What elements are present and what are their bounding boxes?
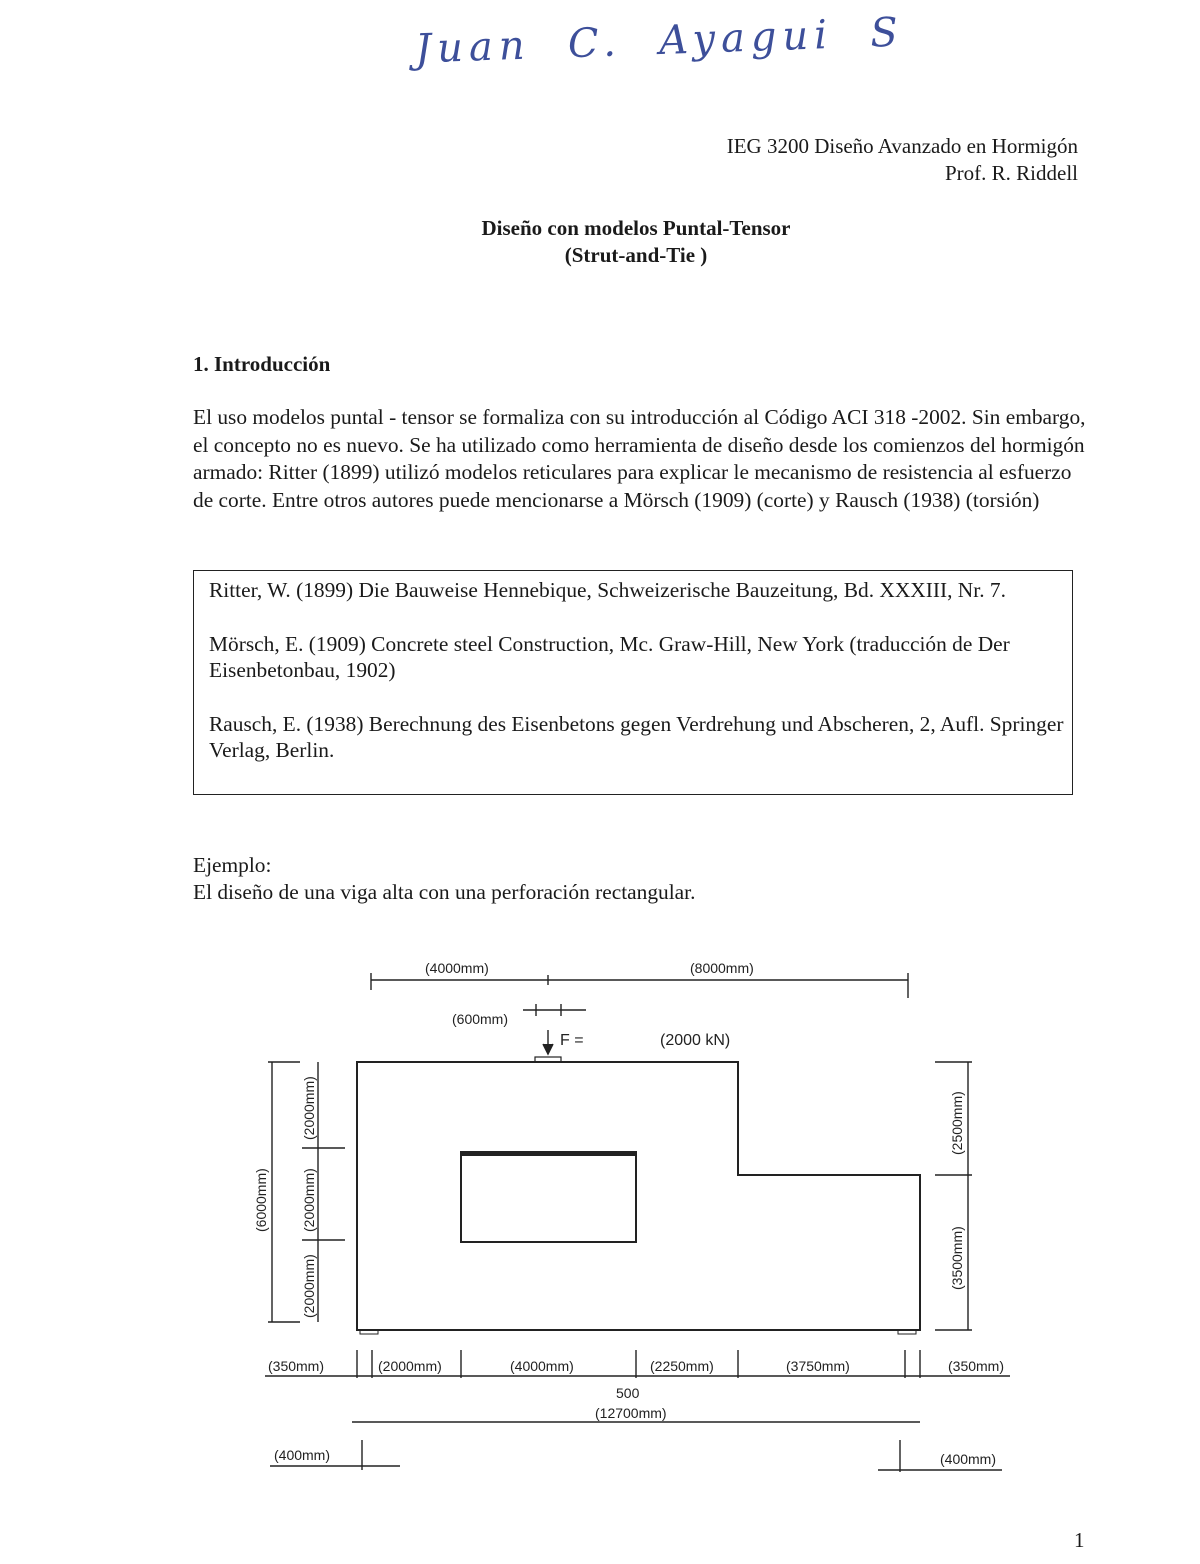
professor-name: Prof. R. Riddell xyxy=(944,161,1078,185)
dim-bottom-5: (350mm) xyxy=(948,1358,1005,1374)
dim-total: (12700mm) xyxy=(595,1405,667,1421)
references-box xyxy=(193,570,1073,795)
dim-bottom-2: (4000mm) xyxy=(510,1358,574,1374)
dim-left-overall: (6000mm) xyxy=(253,1168,269,1232)
dim-bottom-4: (3750mm) xyxy=(786,1358,850,1374)
dim-left-mid: (2000mm) xyxy=(301,1168,317,1232)
document-subtitle: (Strut-and-Tie ) xyxy=(564,243,708,267)
dim-top-left: (4000mm) xyxy=(425,960,489,976)
course-title: IEG 3200 Diseño Avanzado en Hormigón xyxy=(726,134,1078,158)
dim-right-top: (2500mm) xyxy=(949,1091,965,1155)
intro-paragraph: El uso modelos puntal - tensor se formaliza con su introducción al Código ACI 318 -2002. Sin embargo, el concepto no es nuevo. Se ha utilizado como herramienta de diseño desde los comienzos del hormigón armado: Ritter (1899) utilizó modelos reticulares para explicar le mecanismo de resistencia al esfuerzo de corte. Entre otros autores puede mencionarse a Mörsch (1909) (corte) y Rausch (1938) (torsión) xyxy=(193,405,1086,512)
load-value: (2000 kN) xyxy=(660,1032,731,1049)
dim-left-top: (2000mm) xyxy=(301,1076,317,1140)
dim-bottom-1: (2000mm) xyxy=(378,1358,442,1374)
handwritten-signature: Juan C. Ayagui S xyxy=(414,9,905,73)
example-label: Ejemplo: xyxy=(193,853,272,877)
dim-support-left: (400mm) xyxy=(274,1447,331,1463)
example-description: El diseño de una viga alta con una perforación rectangular. xyxy=(193,880,696,904)
beam-opening xyxy=(461,1152,636,1242)
reference-ritter: Ritter, W. (1899) Die Bauweise Hennebique, Schweizerische Bauzeitung, Bd. XXXIII, Nr. 7. xyxy=(209,578,1006,602)
document-title: Diseño con modelos Puntal-Tensor xyxy=(481,216,791,240)
dim-support-right: (400mm) xyxy=(940,1451,997,1467)
load-symbol: F = xyxy=(560,1032,584,1049)
dim-left-bottom: (2000mm) xyxy=(301,1254,317,1318)
dim-mid-value: 500 xyxy=(616,1385,640,1401)
dim-right-bottom: (3500mm) xyxy=(949,1226,965,1290)
beam-outline xyxy=(357,1062,920,1330)
section-heading: 1. Introducción xyxy=(193,352,331,376)
reference-morsch: Mörsch, E. (1909) Concrete steel Construction, Mc. Graw-Hill, New York (traducción de Der Eisenbetonbau, 1902) xyxy=(209,632,1010,682)
dim-bottom-3: (2250mm) xyxy=(650,1358,714,1374)
dim-bottom-0: (350mm) xyxy=(268,1358,325,1374)
dim-bearing-width: (600mm) xyxy=(452,1011,509,1027)
dim-top-right: (8000mm) xyxy=(690,960,754,976)
page-number: 1 xyxy=(1074,1528,1085,1552)
deep-beam-diagram xyxy=(0,940,1200,1500)
reference-rausch: Rausch, E. (1938) Berechnung des Eisenbetons gegen Verdrehung und Abscheren, 2, Aufl. Springer Verlag, Berlin. xyxy=(209,712,1064,762)
